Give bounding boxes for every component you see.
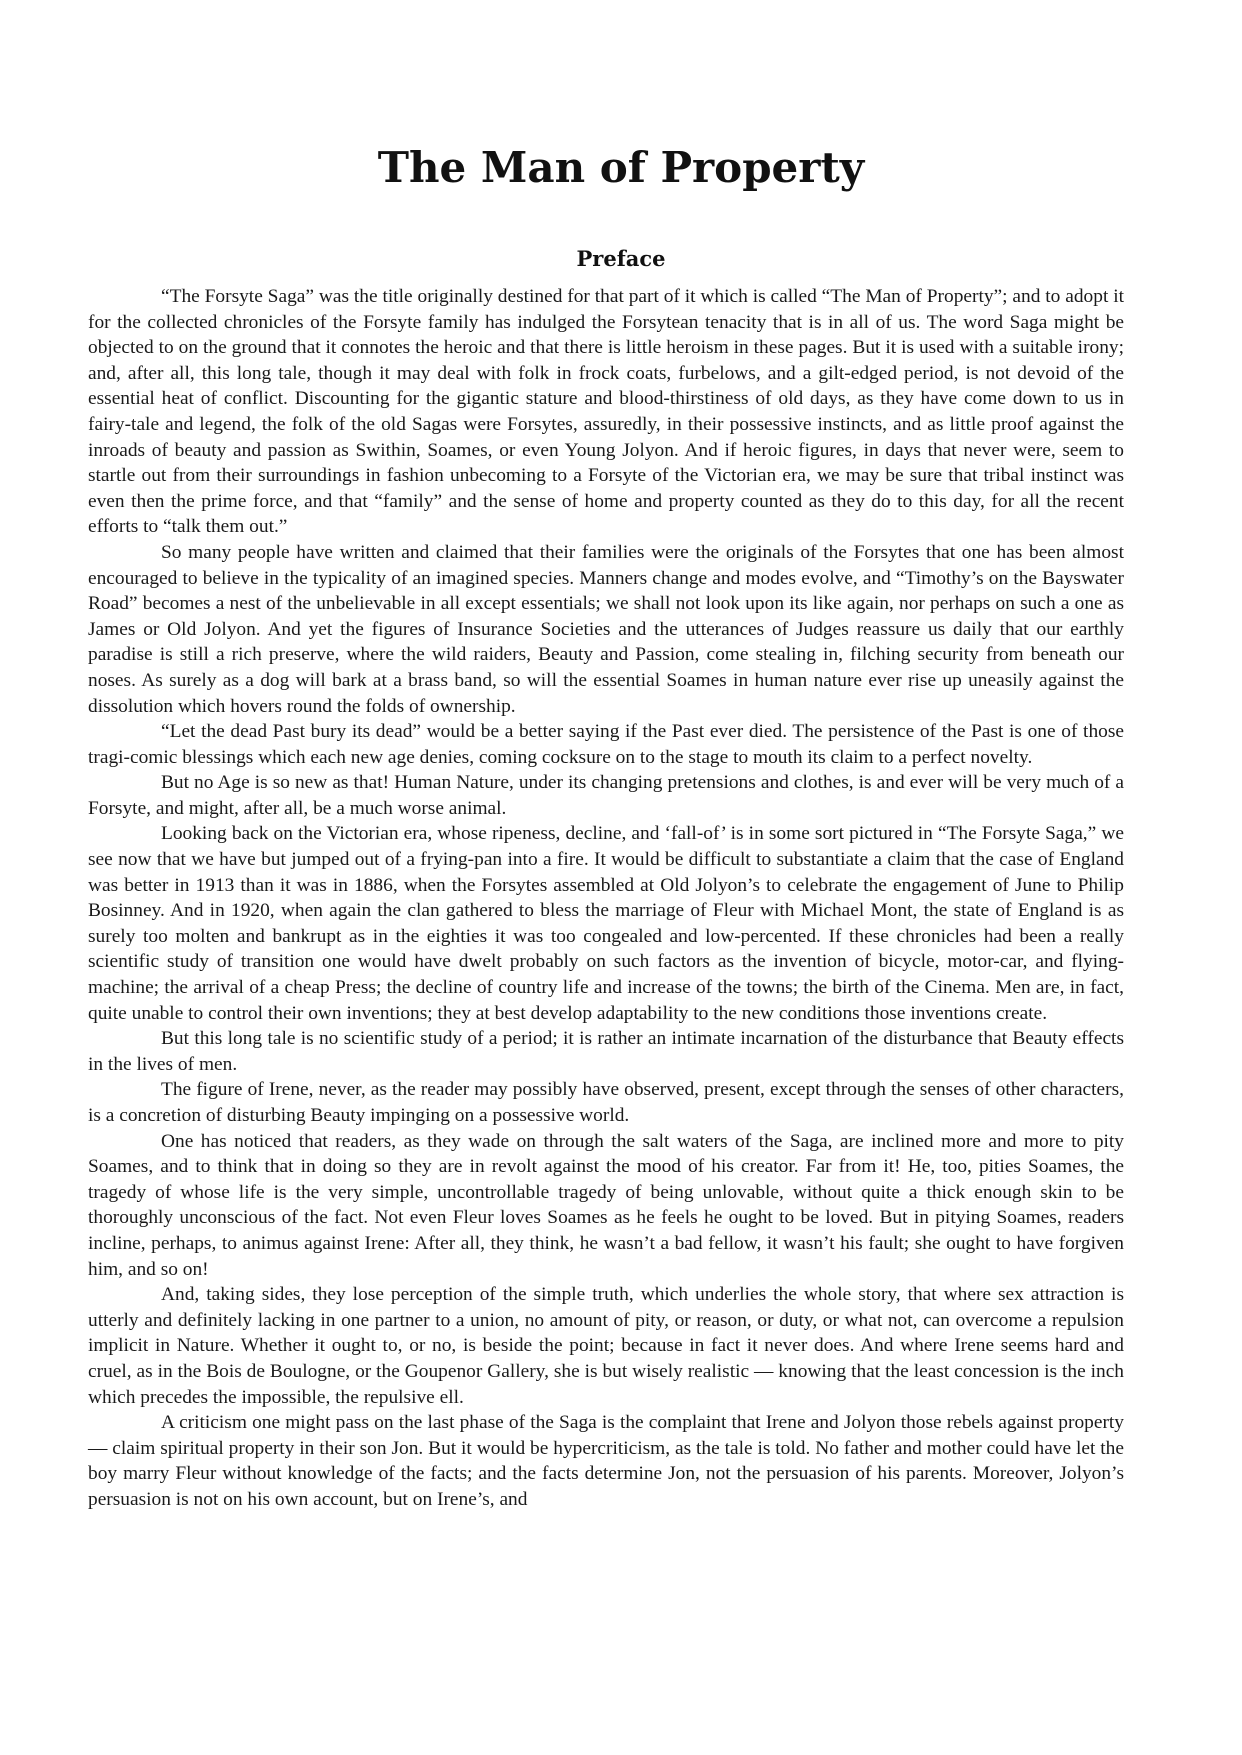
paragraph: But this long tale is no scientific study of a period; it is rather an intimate incarnation of the disturbance that Beauty effects in the lives of men.	[88, 1028, 1124, 1075]
paragraph: Looking back on the Victorian era, whose ripeness, decline, and ‘fall-of’ is in some sort pictured in “The Forsyte Saga,” we see now that we have but jumped out of a frying-pan into a fire. It would be difficult to substantiate a claim that the case of England was better in 1913 than it was in 1886, when the Forsytes assembled at Old Jolyon’s to celebrate the engagement of June to Philip Bosinney. And in 1920, when again the clan gathered to bless the marriage of Fleur with Michael Mont, the state of England is as surely too molten and bankrupt as in the eighties it was too congealed and low-percented. If these chronicles had been a really scientific study of transition one would have dwelt probably on such factors as the invention of bicycle, motor-car, and flying-machine; the arrival of a cheap Press; the decline of country life and increase of the towns; the birth of the Cinema. Men are, in fact, quite unable to control their own inventions; they at best develop adaptability to the new conditions those inventions create.	[88, 823, 1124, 1024]
paragraph: “Let the dead Past bury its dead” would be a better saying if the Past ever died. The persistence of the Past is one of those tragi-comic blessings which each new age denies, coming cocksure on to the stage to mouth its claim to a perfect novelty.	[88, 721, 1124, 768]
paragraph: But no Age is so new as that! Human Nature, under its changing pretensions and clothes, is and ever will be very much of a Forsyte, and might, after all, be a much worse animal.	[88, 772, 1124, 819]
paragraph: A criticism one might pass on the last phase of the Saga is the complaint that Irene and Jolyon those rebels against property — claim spiritual property in their son Jon. But it would be hypercriticism, as the tale is told. No father and mother could have let the boy marry Fleur without knowledge of the facts; and the facts determine Jon, not the persuasion of his parents. Moreover, Jolyon’s persuasion is not on his own account, but on Irene’s, and	[88, 1412, 1124, 1510]
paragraph: The figure of Irene, never, as the reader may possibly have observed, present, except through the senses of other characters, is a concretion of disturbing Beauty impinging on a possessive world.	[88, 1079, 1124, 1126]
section-heading: Preface	[576, 246, 666, 271]
book-title: The Man of Property	[377, 143, 865, 192]
paragraph: So many people have written and claimed that their families were the originals of the Forsytes that one has been almost encouraged to believe in the typicality of an imagined species. Manners change and modes evolve, and “Timothy’s on the Bayswater Road” becomes a nest of the unbelievable in all except essentials; we shall not look upon its like again, nor perhaps on such a one as James or Old Jolyon. And yet the figures of Insurance Societies and the utterances of Judges reassure us daily that our earthly paradise is still a rich preserve, where the wild raiders, Beauty and Passion, come stealing in, filching security from beneath our noses. As surely as a dog will bark at a brass band, so will the essential Soames in human nature ever rise up uneasily against the dissolution which hovers round the folds of ownership.	[88, 541, 1124, 717]
body-text	[88, 284, 1124, 1513]
paragraph: “The Forsyte Saga” was the title originally destined for that part of it which is called “The Man of Property”; and to adopt it for the collected chronicles of the Forsyte family has indulged the Forsytean tenacity that is in all of us. The word Saga might be objected to on the ground that it connotes the heroic and that there is little heroism in these pages. But it is used with a suitable irony; and, after all, this long tale, though it may deal with folk in frock coats, furbelows, and a gilt-edged period, is not devoid of the essential heat of conflict. Discounting for the gigantic stature and blood-thirstiness of old days, as they have come down to us in fairy-tale and legend, the folk of the old Sagas were Forsytes, assuredly, in their possessive instincts, and as little proof against the inroads of beauty and passion as Swithin, Soames, or even Young Jolyon. And if heroic figures, in days that never were, seem to startle out from their surroundings in fashion unbecoming to a Forsyte of the Victorian era, we may be sure that tribal instinct was even then the prime force, and that “family” and the sense of home and property counted as they do to this day, for all the recent efforts to “talk them out.”	[88, 286, 1124, 538]
paragraph: And, taking sides, they lose perception of the simple truth, which underlies the whole story, that where sex attraction is utterly and definitely lacking in one partner to a union, no amount of pity, or reason, or duty, or what not, can overcome a repulsion implicit in Nature. Whether it ought to, or no, is beside the point; because in fact it never does. And where Irene seems hard and cruel, as in the Bois de Boulogne, or the Goupenor Gallery, she is but wisely realistic — knowing that the least concession is the inch which precedes the impossible, the repulsive ell.	[88, 1284, 1124, 1408]
paragraph: One has noticed that readers, as they wade on through the salt waters of the Saga, are inclined more and more to pity Soames, and to think that in doing so they are in revolt against the mood of his creator. Far from it! He, too, pities Soames, the tragedy of whose life is the very simple, uncontrollable tragedy of being unlovable, without quite a thick enough skin to be thoroughly unconscious of the fact. Not even Fleur loves Soames as he feels he ought to be loved. But in pitying Soames, readers incline, perhaps, to animus against Irene: After all, they think, he wasn’t a bad fellow, it wasn’t his fault; she ought to have forgiven him, and so on!	[88, 1130, 1124, 1280]
